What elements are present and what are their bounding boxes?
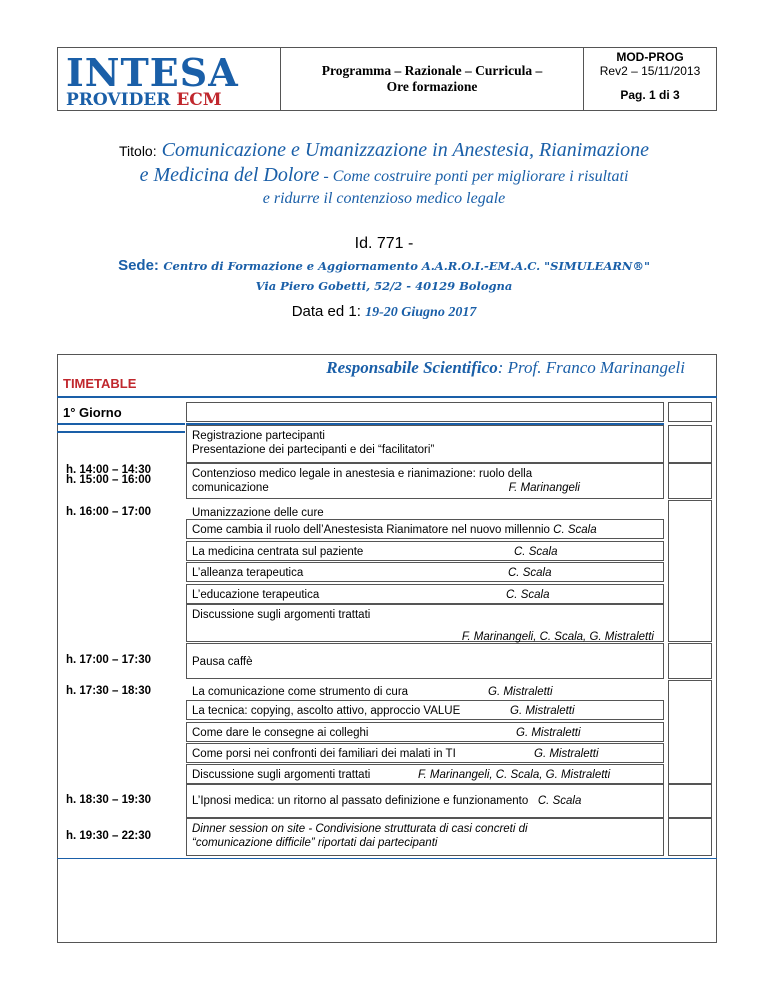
title-subtitle-a: - Come costruire ponti per migliorare i risultati bbox=[319, 168, 629, 185]
doc-type-title bbox=[281, 48, 584, 110]
sub-text bbox=[192, 768, 654, 782]
row-time: h. 17:00 – 17:30 bbox=[66, 654, 152, 666]
session-text: Umanizzazione delle cure bbox=[192, 507, 324, 519]
sub-topic: Come dare le consegne ai colleghi bbox=[192, 727, 369, 739]
row-time: h. 18:30 – 19:30 bbox=[66, 794, 152, 806]
row-time: h. 17:30 – 18:30 bbox=[66, 685, 152, 697]
session-text bbox=[192, 822, 528, 850]
row-time: h. 16:00 – 17:00 bbox=[66, 506, 152, 518]
responsible-name: : Prof. Franco Marinangeli bbox=[497, 358, 685, 377]
separator bbox=[57, 431, 185, 433]
session-cell bbox=[186, 643, 664, 679]
side-box bbox=[668, 425, 712, 463]
speaker: C. Scala bbox=[506, 589, 550, 601]
timetable-label: TIMETABLE bbox=[63, 376, 137, 391]
side-box bbox=[668, 818, 712, 856]
side-box bbox=[668, 463, 712, 499]
date-value: 19-20 Giugno 2017 bbox=[365, 305, 477, 320]
sub-text bbox=[192, 704, 654, 718]
session-line: Registrazione partecipanti bbox=[192, 430, 325, 442]
day-label: 1° Giorno bbox=[63, 405, 122, 420]
responsible-label: Responsabile Scientifico bbox=[326, 358, 498, 377]
sub-text bbox=[192, 523, 597, 537]
sub-text bbox=[192, 747, 654, 761]
doc-revision: Rev2 – 15/11/2013 bbox=[599, 64, 701, 78]
speaker: G. Mistraletti bbox=[516, 727, 581, 739]
session-text: Pausa caffè bbox=[192, 656, 253, 668]
doc-type-line1: Programma – Razionale – Curricula – bbox=[321, 63, 543, 78]
speaker: G. Mistraletti bbox=[510, 705, 575, 717]
session-line: L’Ipnosi medica: un ritorno al passato definizione e funzionamento bbox=[192, 795, 529, 807]
speaker: G. Mistraletti bbox=[534, 748, 599, 760]
session-text bbox=[192, 429, 434, 457]
sub-topic: L’alleanza terapeutica bbox=[192, 567, 304, 579]
side-box bbox=[668, 784, 712, 818]
session-text bbox=[192, 794, 581, 808]
sub-topic: Come porsi nei confronti dei familiari dei malati in TI bbox=[192, 748, 456, 760]
session-text bbox=[192, 685, 654, 699]
logo-ecm: ECM bbox=[176, 90, 222, 110]
speaker: C. Scala bbox=[553, 524, 597, 536]
speaker: F. Marinangeli, C. Scala, G. Mistraletti bbox=[418, 769, 611, 781]
doc-meta bbox=[584, 48, 716, 110]
page-number: Pag. 1 di 3 bbox=[620, 88, 680, 102]
course-id: Id. 771 - bbox=[354, 235, 414, 252]
doc-type-line2: Ore formazione bbox=[386, 79, 478, 94]
speaker: C. Scala bbox=[514, 546, 558, 558]
session-line: Dinner session on site - Condivisione strutturata di casi concreti di bbox=[192, 823, 528, 835]
title-label: Titolo: bbox=[119, 143, 157, 159]
side-box bbox=[668, 402, 712, 422]
title-line1: Comunicazione e Umanizzazione in Anestesia, Rianimazione bbox=[161, 139, 649, 161]
sub-topic: La medicina centrata sul paziente bbox=[192, 546, 364, 558]
row-time: h. 15:00 – 16:00 bbox=[66, 474, 152, 486]
separator bbox=[57, 423, 185, 425]
logo-top-text: INTESA bbox=[66, 50, 239, 95]
speaker: F. Marinangeli, C. Scala, G. Mistraletti bbox=[461, 631, 654, 643]
speaker: C. Scala bbox=[537, 795, 582, 807]
speaker: C. Scala bbox=[508, 567, 552, 579]
sub-text bbox=[192, 545, 654, 559]
venue-address: Via Piero Gobetti, 52/2 - 40129 Bologna bbox=[255, 279, 513, 293]
session-line: comunicazione bbox=[192, 482, 269, 494]
side-box bbox=[668, 643, 712, 679]
side-box bbox=[668, 500, 712, 642]
day-header-cell bbox=[186, 402, 664, 422]
title-line2: e Medicina del Dolore bbox=[139, 164, 320, 186]
logo-bottom-text bbox=[66, 90, 222, 110]
session-line: Contenzioso medico legale in anestesia e rianimazione: ruolo della bbox=[192, 468, 533, 480]
session-line: “comunicazione difficile” riportati dai partecipanti bbox=[192, 837, 438, 849]
sub-topic: L’educazione terapeutica bbox=[192, 589, 320, 601]
date-label: Data ed 1: bbox=[291, 303, 361, 320]
sub-topic: La tecnica: copying, ascolto attivo, approccio VALUE bbox=[192, 705, 461, 717]
venue bbox=[0, 256, 768, 296]
sub-topic: Come cambia il ruolo dell’Anestesista Rianimatore nel nuovo millennio bbox=[192, 524, 550, 536]
session-line: La comunicazione come strumento di cura bbox=[192, 686, 409, 698]
session-text bbox=[192, 467, 592, 495]
sub-text bbox=[192, 608, 654, 644]
sub-text bbox=[192, 726, 654, 740]
scientific-responsible bbox=[57, 358, 715, 378]
sub-text bbox=[192, 588, 654, 602]
intesa-provider-logo bbox=[58, 48, 281, 110]
venue-name: Centro di Formazione e Aggiornamento A.A.R.O.I.-EM.A.C. "SIMULEARN®" bbox=[163, 259, 650, 273]
logo-provider: PROVIDER bbox=[66, 90, 171, 110]
row-time: h. 14:00 – 14:30 bbox=[66, 464, 152, 476]
course-date bbox=[0, 303, 768, 321]
speaker: F. Marinangeli bbox=[508, 482, 580, 494]
title-subtitle-b: e ridurre il contenzioso medico legale bbox=[262, 190, 506, 207]
row-time: h. 19:30 – 22:30 bbox=[66, 830, 152, 842]
document-header bbox=[57, 47, 717, 111]
venue-label: Sede: bbox=[118, 257, 159, 274]
speaker: G. Mistraletti bbox=[488, 686, 553, 698]
separator bbox=[57, 396, 717, 398]
course-title bbox=[30, 138, 738, 210]
session-line: Presentazione dei partecipanti e dei “facilitatori” bbox=[192, 444, 435, 456]
separator bbox=[57, 858, 717, 859]
sub-topic: Discussione sugli argomenti trattati bbox=[192, 769, 371, 781]
side-box bbox=[668, 680, 712, 784]
sub-text bbox=[192, 566, 654, 580]
sub-topic: Discussione sugli argomenti trattati bbox=[192, 609, 371, 621]
doc-code: MOD-PROG bbox=[616, 50, 684, 64]
